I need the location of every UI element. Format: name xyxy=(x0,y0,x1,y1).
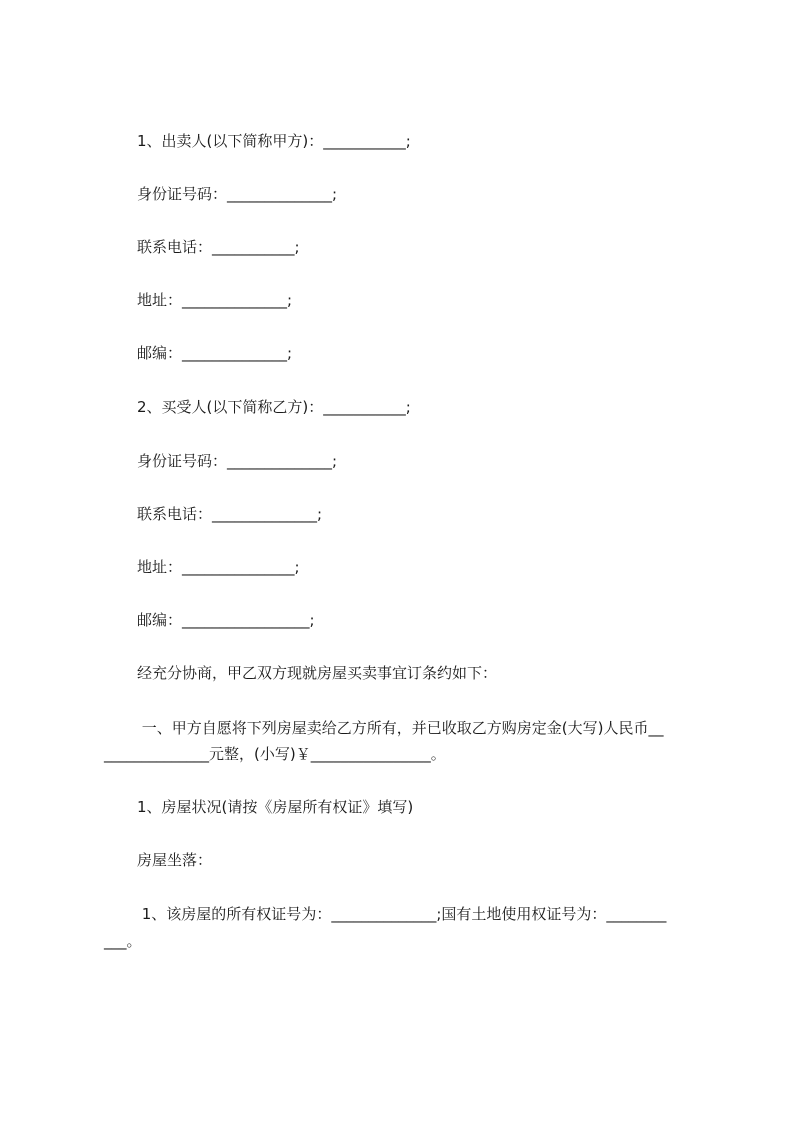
seller-line: 1、出卖人(以下简称甲方)：___________; xyxy=(137,132,411,150)
buyer-phone-line: 联系电话：______________; xyxy=(137,505,323,523)
clause-one-line: 一、甲方自愿将下列房屋卖给乙方所有，并已收取乙方购房定金(大写)人民币__ xyxy=(137,719,664,737)
seller-id-number-line: 身份证号码：______________; xyxy=(137,185,338,203)
property-location-line: 房屋坐落： xyxy=(137,851,213,869)
certificate-continuation-line: ___。 xyxy=(104,932,142,950)
ownership-certificate-line: 1、该房屋的所有权证号为：______________;国有土地使用权证号为：________ xyxy=(137,905,667,923)
buyer-id-number-line: 身份证号码：______________; xyxy=(137,452,338,470)
deposit-amount-line: ______________元整，(小写)￥________________。 xyxy=(104,745,446,763)
buyer-postcode-line: 邮编：_________________; xyxy=(137,611,315,629)
buyer-address-line: 地址：_______________; xyxy=(137,558,300,576)
seller-phone-line: 联系电话：___________; xyxy=(137,238,300,256)
property-status-line: 1、房屋状况(请按《房屋所有权证》填写) xyxy=(137,798,414,816)
seller-postcode-line: 邮编：______________; xyxy=(137,344,293,362)
agreement-intro-line: 经充分协商，甲乙双方现就房屋买卖事宜订条约如下： xyxy=(137,664,498,682)
seller-address-line: 地址：______________; xyxy=(137,291,293,309)
buyer-line: 2、买受人(以下简称乙方)：___________; xyxy=(137,398,411,416)
